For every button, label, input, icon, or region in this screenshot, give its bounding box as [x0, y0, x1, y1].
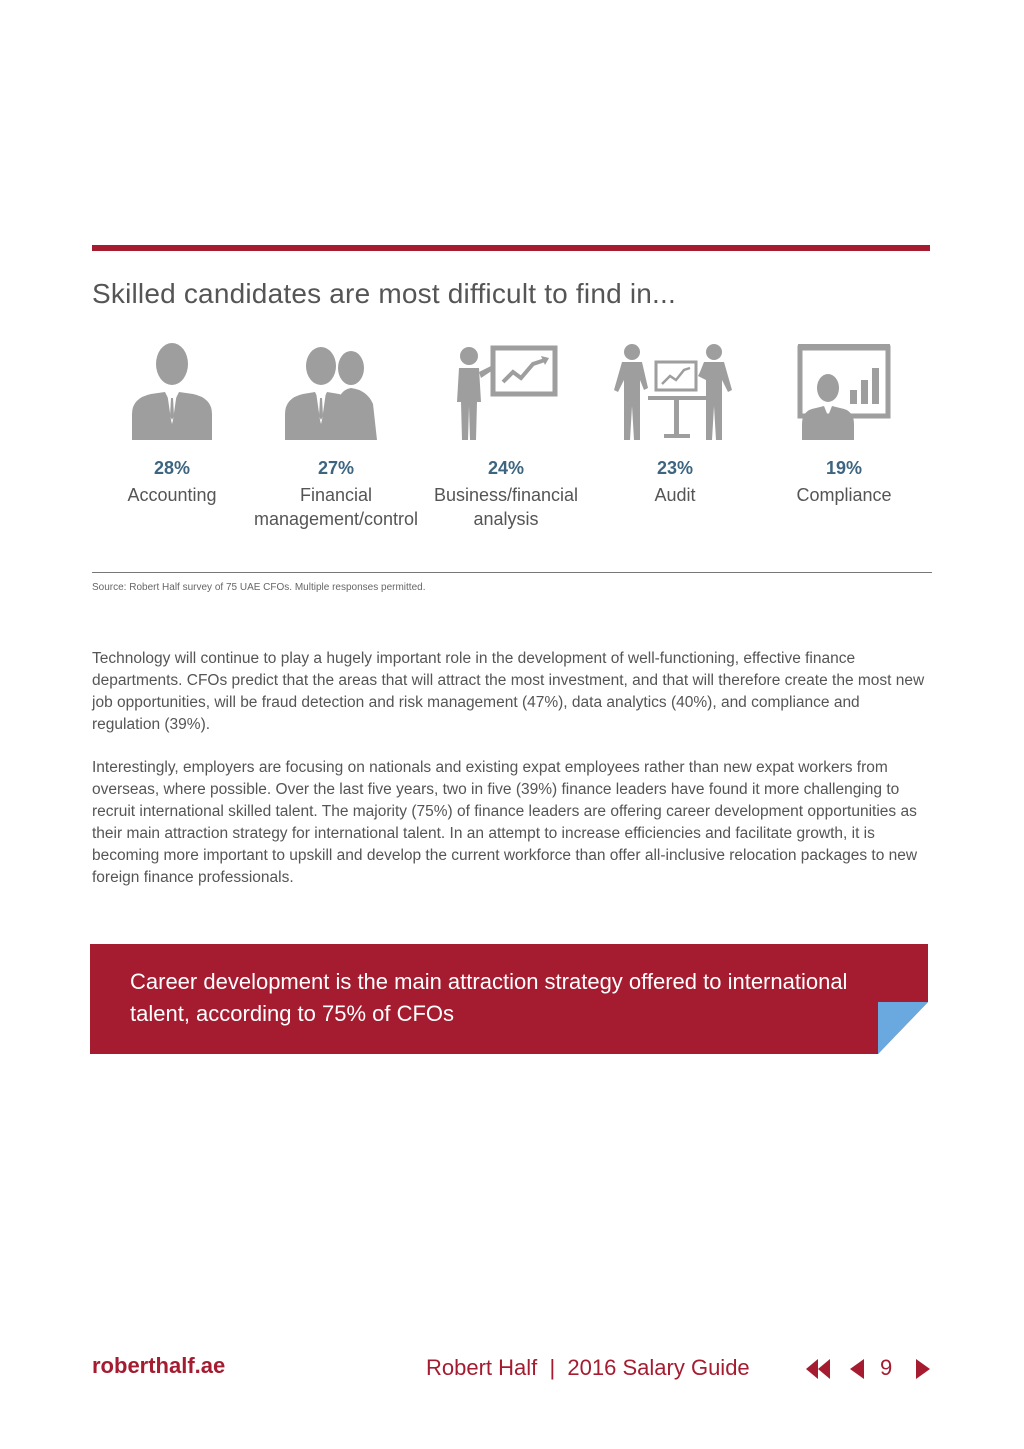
page-fold-icon [878, 1002, 928, 1054]
stat-business-analysis [416, 340, 596, 531]
body-paragraph: Technology will continue to play a hugely important role in the development of well-functioning, effective finance departments. CFOs predict that the areas that will attract the most investment, and that will therefore create the most new job opportunities, will be fraud detection and risk management (47%), data analytics (40%), and compliance and regulation (39%). [92, 650, 925, 733]
top-rule [92, 245, 930, 251]
section-title: Skilled candidates are most difficult to find in... [92, 278, 676, 309]
divider [92, 572, 932, 573]
stat-pct: 27% [317, 458, 355, 478]
stat-financial-management [246, 340, 426, 531]
stat-pct: 19% [825, 458, 863, 478]
footer-guide-title: Robert Half | 2016 Salary Guide [426, 1355, 750, 1380]
stat-label: Audit [654, 485, 696, 505]
page-number: 9 [880, 1355, 893, 1380]
business-team-icon [281, 340, 391, 440]
stat-pct: 28% [153, 458, 191, 478]
meeting-chart-icon [610, 340, 740, 440]
previous-page-icon[interactable] [848, 1357, 866, 1381]
next-page-icon[interactable] [914, 1357, 932, 1381]
source-note: Source: Robert Half survey of 75 UAE CFOs. Multiple responses permitted. [92, 582, 426, 593]
callout-box [90, 944, 928, 1054]
stat-label: Business/financial analysis [433, 485, 579, 529]
body-paragraph: Interestingly, employers are focusing on nationals and existing expat employees rather than new expat workers from overseas, where possible. Over the last five years, two in five (39%) finance leaders have found it more challenging to recruit international skilled talent. The majority (75%) of finance leaders are offering career development opportunities as their main attraction strategy for international talent. In an attempt to increase efficiencies and facilitate growth, it is becoming more important to upskill and develop the current workforce than offer all-inclusive relocation packages to new foreign finance professionals. [92, 759, 918, 886]
stat-audit [585, 340, 765, 507]
stat-compliance [754, 340, 934, 507]
presenter-chart-icon [451, 340, 561, 440]
callout-text: Career development is the main attraction strategy offered to international talent, according to 75% of CFOs [130, 969, 848, 1026]
stats-row [82, 340, 932, 550]
stat-label: Financial management/control [253, 485, 419, 529]
stat-label: Accounting [127, 485, 217, 505]
stat-pct: 24% [487, 458, 525, 478]
footer-site-link[interactable]: roberthalf.ae [92, 1353, 226, 1378]
stat-accounting [82, 340, 262, 507]
presentation-board-icon [794, 340, 894, 440]
stat-pct: 23% [656, 458, 694, 478]
stat-label: Compliance [796, 485, 892, 505]
businessman-icon [127, 340, 217, 440]
first-page-icon[interactable] [804, 1357, 832, 1381]
